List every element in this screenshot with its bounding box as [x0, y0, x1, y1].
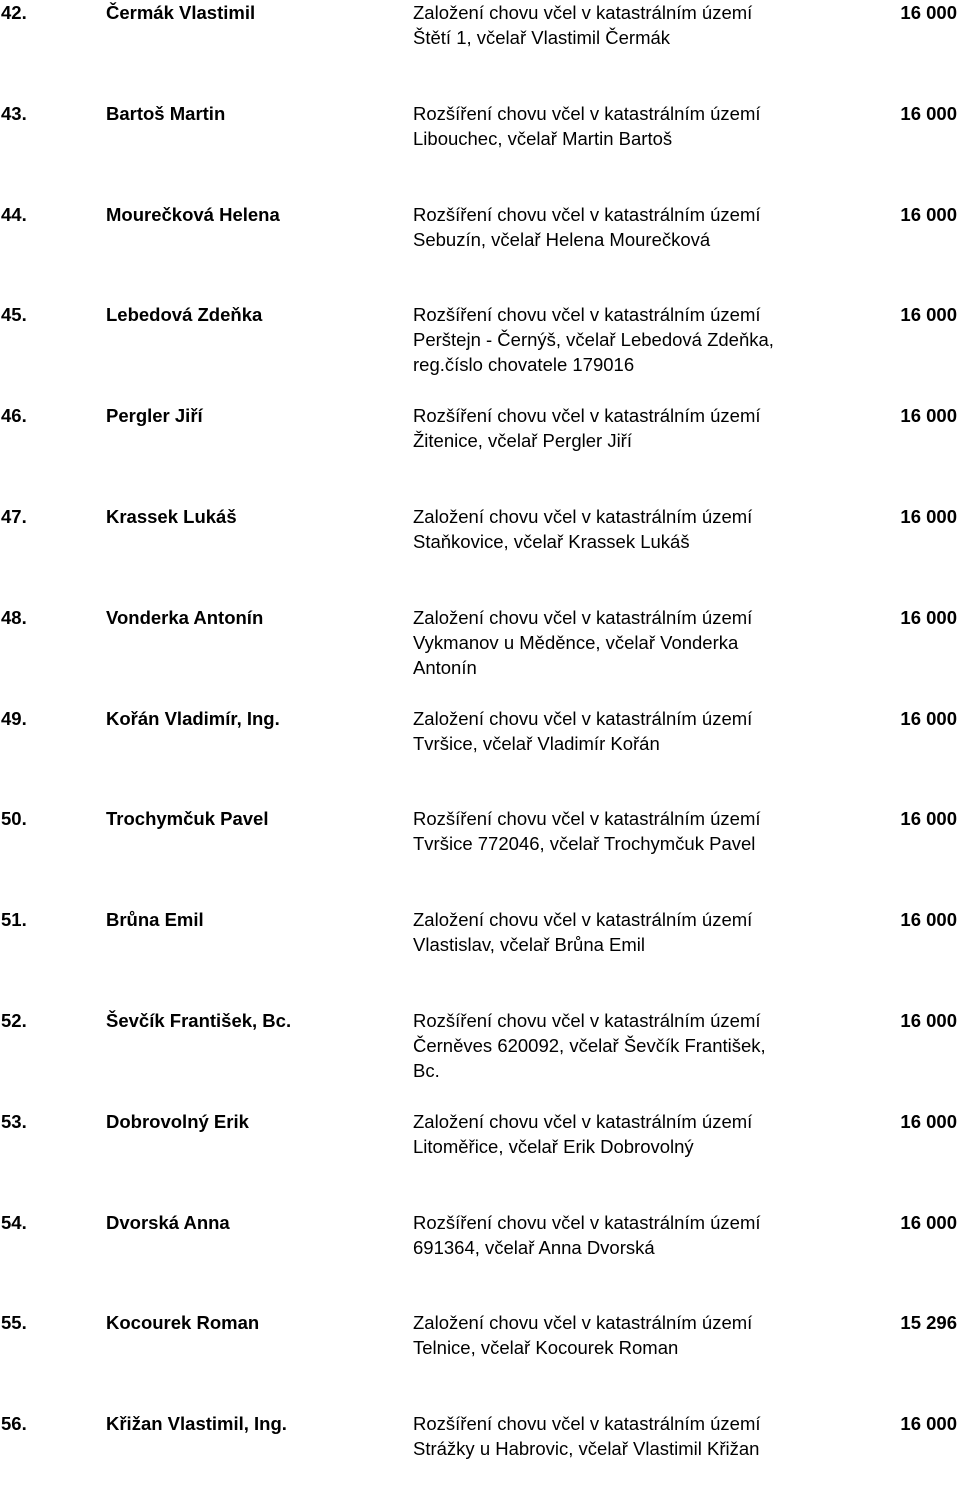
project-description: [413, 302, 833, 377]
applicant-name: Mourečková Helena: [106, 203, 280, 225]
project-description: [413, 202, 833, 252]
table-row: [0, 1008, 960, 1088]
description-line: Vykmanov u Měděnce, včelař Vonderka: [413, 631, 739, 653]
description-line: Vlastislav, včelař Brůna Emil: [413, 934, 646, 956]
table-row: [0, 403, 960, 483]
applicant-name: Lebedová Zdeňka: [106, 304, 263, 326]
applicant-name: Čermák Vlastimil: [106, 2, 256, 23]
table-row: [0, 907, 960, 987]
grant-amount: 16 000: [900, 606, 957, 628]
description-line: Telnice, včelař Kocourek Roman: [413, 1337, 679, 1359]
project-description: [413, 1411, 833, 1461]
project-description: [413, 1210, 833, 1260]
description-line: Založení chovu včel v katastrálním území: [413, 1110, 753, 1132]
project-description: [413, 101, 833, 151]
grant-amount: 16 000: [900, 405, 957, 427]
description-line: Černěves 620092, včelař Ševčík František,: [413, 1035, 766, 1056]
table-row: [0, 605, 960, 685]
grant-amount: 16 000: [900, 1010, 957, 1031]
row-number: 52.: [1, 1010, 27, 1031]
table-row: [0, 101, 960, 181]
description-line: Libouchec, včelař Martin Bartoš: [413, 127, 673, 149]
row-number: 44.: [1, 203, 27, 225]
description-line: Antonín: [413, 656, 477, 678]
row-number: 48.: [1, 606, 27, 628]
description-line: Založení chovu včel v katastrálním území: [413, 506, 753, 527]
applicant-name: Trochymčuk Pavel: [106, 808, 269, 830]
description-line: Rozšíření chovu včel v katastrálním území: [413, 102, 761, 124]
project-description: [413, 605, 833, 680]
grant-amount: 15 296: [900, 1312, 957, 1334]
row-number: 50.: [1, 808, 27, 830]
description-line: Založení chovu včel v katastrálním území: [413, 909, 753, 931]
table-row: [0, 302, 960, 382]
table-row: [0, 0, 960, 80]
project-description: [413, 1008, 833, 1083]
row-number: 42.: [1, 2, 27, 23]
applicant-name: Dobrovolný Erik: [106, 1110, 249, 1132]
grant-amount: 16 000: [900, 1211, 957, 1233]
applicant-name: Kocourek Roman: [106, 1312, 260, 1334]
table-row: [0, 1310, 960, 1390]
description-line: Žitenice, včelař Pergler Jiří: [413, 430, 632, 452]
project-description: [413, 504, 833, 554]
applicant-name: Ševčík František, Bc.: [106, 1010, 292, 1031]
project-description: [413, 706, 833, 756]
grant-amount: 16 000: [900, 506, 957, 527]
description-line: Rozšíření chovu včel v katastrálním území: [413, 304, 761, 326]
row-number: 49.: [1, 707, 27, 729]
grant-amount: 16 000: [900, 808, 957, 830]
row-number: 56.: [1, 1413, 27, 1435]
table-row: [0, 706, 960, 786]
table-row: [0, 504, 960, 584]
row-number: 46.: [1, 405, 27, 427]
applicant-name: Krassek Lukáš: [106, 506, 237, 527]
applicant-name: Vonderka Antonín: [106, 606, 264, 628]
description-line: Rozšíření chovu včel v katastrálním území: [413, 808, 761, 830]
description-line: Rozšíření chovu včel v katastrálním území: [413, 1010, 761, 1031]
description-line: Sebuzín, včelař Helena Mourečková: [413, 228, 711, 250]
row-number: 51.: [1, 909, 27, 931]
grant-amount: 16 000: [900, 1110, 957, 1132]
table-row: [0, 202, 960, 282]
project-description: [413, 907, 833, 957]
project-description: [413, 1109, 833, 1159]
table-row: [0, 1411, 960, 1491]
description-line: Bc.: [413, 1060, 440, 1081]
description-line: Štětí 1, včelař Vlastimil Čermák: [413, 27, 671, 48]
description-line: Rozšíření chovu včel v katastrálním území: [413, 1211, 761, 1233]
project-description: [413, 806, 833, 856]
applicant-name: Dvorská Anna: [106, 1211, 230, 1233]
description-line: Rozšíření chovu včel v katastrálním území: [413, 1413, 761, 1435]
project-description: [413, 1310, 833, 1360]
grant-amount: 16 000: [900, 909, 957, 931]
description-line: Založení chovu včel v katastrálním území: [413, 606, 753, 628]
applicant-name: Kořán Vladimír, Ing.: [106, 707, 280, 729]
description-line: Rozšíření chovu včel v katastrálním území: [413, 405, 761, 427]
applicant-name: Bartoš Martin: [106, 102, 226, 124]
grant-amount: 16 000: [900, 102, 957, 124]
row-number: 55.: [1, 1312, 27, 1334]
project-description: [413, 403, 833, 453]
description-line: Rozšíření chovu včel v katastrálním území: [413, 203, 761, 225]
row-number: 53.: [1, 1110, 27, 1132]
description-line: Tvršice 772046, včelař Trochymčuk Pavel: [413, 833, 756, 855]
grant-amount: 16 000: [900, 707, 957, 729]
grant-amount: 16 000: [900, 1413, 957, 1435]
grant-amount: 16 000: [900, 203, 957, 225]
grant-amount: 16 000: [900, 304, 957, 326]
description-line: Staňkovice, včelař Krassek Lukáš: [413, 531, 690, 552]
description-line: reg.číslo chovatele 179016: [413, 354, 635, 376]
description-line: Tvršice, včelař Vladimír Kořán: [413, 732, 660, 754]
grant-amount: 16 000: [900, 2, 957, 23]
table-row: [0, 1210, 960, 1290]
row-number: 45.: [1, 304, 27, 326]
description-line: Založení chovu včel v katastrálním území: [413, 707, 753, 729]
description-line: Perštejn - Černýš, včelař Lebedová Zdeňka,: [413, 329, 774, 351]
description-line: Strážky u Habrovic, včelař Vlastimil Křižan: [413, 1438, 760, 1460]
row-number: 43.: [1, 102, 27, 124]
description-line: 691364, včelař Anna Dvorská: [413, 1236, 655, 1258]
applicant-name: Křižan Vlastimil, Ing.: [106, 1413, 287, 1435]
project-description: [413, 0, 833, 50]
description-line: Litoměřice, včelař Erik Dobrovolný: [413, 1135, 694, 1157]
row-number: 54.: [1, 1211, 27, 1233]
table-row: [0, 806, 960, 886]
table-row: [0, 1109, 960, 1189]
applicant-name: Brůna Emil: [106, 909, 204, 931]
description-line: Založení chovu včel v katastrálním území: [413, 1312, 753, 1334]
description-line: Založení chovu včel v katastrálním území: [413, 2, 753, 23]
row-number: 47.: [1, 506, 27, 527]
applicant-name: Pergler Jiří: [106, 405, 203, 427]
